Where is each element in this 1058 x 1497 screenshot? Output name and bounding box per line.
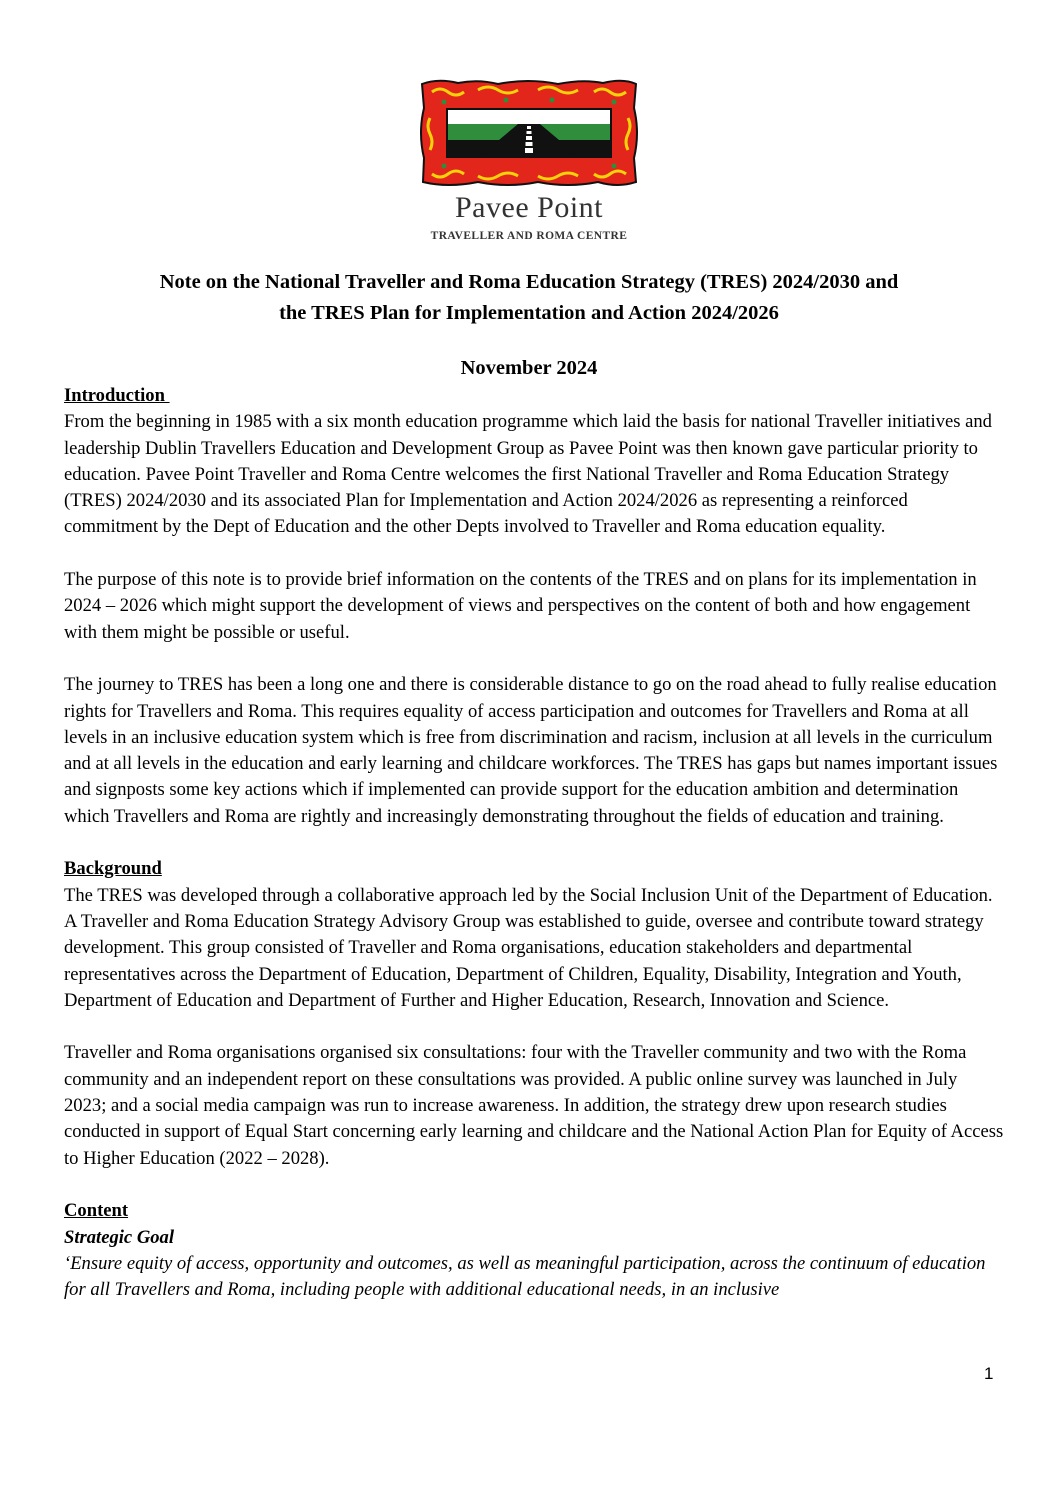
logo-name: Pavee Point (455, 191, 603, 224)
document-title (40, 267, 1018, 329)
strategic-goal-heading: Strategic Goal (64, 1226, 175, 1248)
title-line-1: Note on the National Traveller and Roma Education Strategy (TRES) 2024/2030 and (159, 271, 899, 293)
strategic-goal-quote: ‘Ensure equity of access, opportunity and outcomes, as well as meaningful participation, across the continuum of education for all Travellers and Roma, including people with additional educational needs, in an inclusive (64, 1252, 986, 1301)
introduction-paragraph-3: The journey to TRES has been a long one and there is considerable distance to go on the road ahead to fully realise education rights for Travellers and Roma. This requires equality of access participation and outcomes for Travellers and Roma at all levels in an inclusive education system which is free from discrimination and racism, inclusion at all levels in the curriculum and at all levels in the education and early learning and childcare workforces. The TRES has gaps but names important issues and signposts some key actions which if implemented can provide support for the education ambition and determination which Travellers and Roma are rightly and increasingly demonstrating throughout the fields of education and training. (64, 674, 998, 827)
introduction-heading: Introduction (64, 385, 170, 406)
title-line-2: the TRES Plan for Implementation and Action 2024/2026 (279, 302, 779, 324)
introduction-paragraph-2: The purpose of this note is to provide brief information on the contents of the TRES and on plans for its implementation in 2024 – 2026 which might support the development of views and perspectives on the content of both and how engagement with them might be possible or useful. (64, 569, 977, 643)
background-heading: Background (64, 858, 162, 880)
background-paragraph-1: The TRES was developed through a collaborative approach led by the Social Inclusion Unit of the Department of Education. A Traveller and Roma Education Strategy Advisory Group was established to guide, oversee and contribute toward strategy development. This group consisted of Traveller and Roma organisations, education stakeholders and departmental representatives across the Department of Education, Department of Children, Equality, Disability, Integration and Youth, Department of Education and Department of Further and Higher Education, Research, Innovation and Science. (64, 884, 993, 1011)
page-number: 1 (984, 1364, 994, 1383)
introduction-paragraph-1: From the beginning in 1985 with a six month education programme which laid the basis for national Traveller initiatives and leadership Dublin Travellers Education and Development Group as Pavee Point was then known gave particular priority to education. Pavee Point Traveller and Roma Centre welcomes the first National Traveller and Roma Education Strategy (TRES) 2024/2030 and its associated Plan for Implementation and Action 2024/2026 as representing a reinforced commitment by the Dept of Education and the other Depts involved to Traveller and Roma education equality. (64, 411, 992, 538)
document-date: November 2024 (460, 357, 598, 379)
logo-subtitle: TRAVELLER AND ROMA CENTRE (430, 230, 628, 242)
content-heading: Content (64, 1200, 129, 1222)
document-body (64, 383, 1004, 1303)
background-paragraph-2: Traveller and Roma organisations organised six consultations: four with the Traveller community and two with the Roma community and an independent report on these consultations was provided. A public online survey was launched in July 2023; and a social media campaign was run to increase awareness. In addition, the strategy drew upon research studies conducted in support of Equal Start concerning early learning and childcare and the National Action Plan for Equity of Access to Higher Education (2022 – 2028). (64, 1042, 1004, 1169)
pavee-point-logo (418, 78, 640, 248)
logo-emblem (418, 78, 640, 188)
